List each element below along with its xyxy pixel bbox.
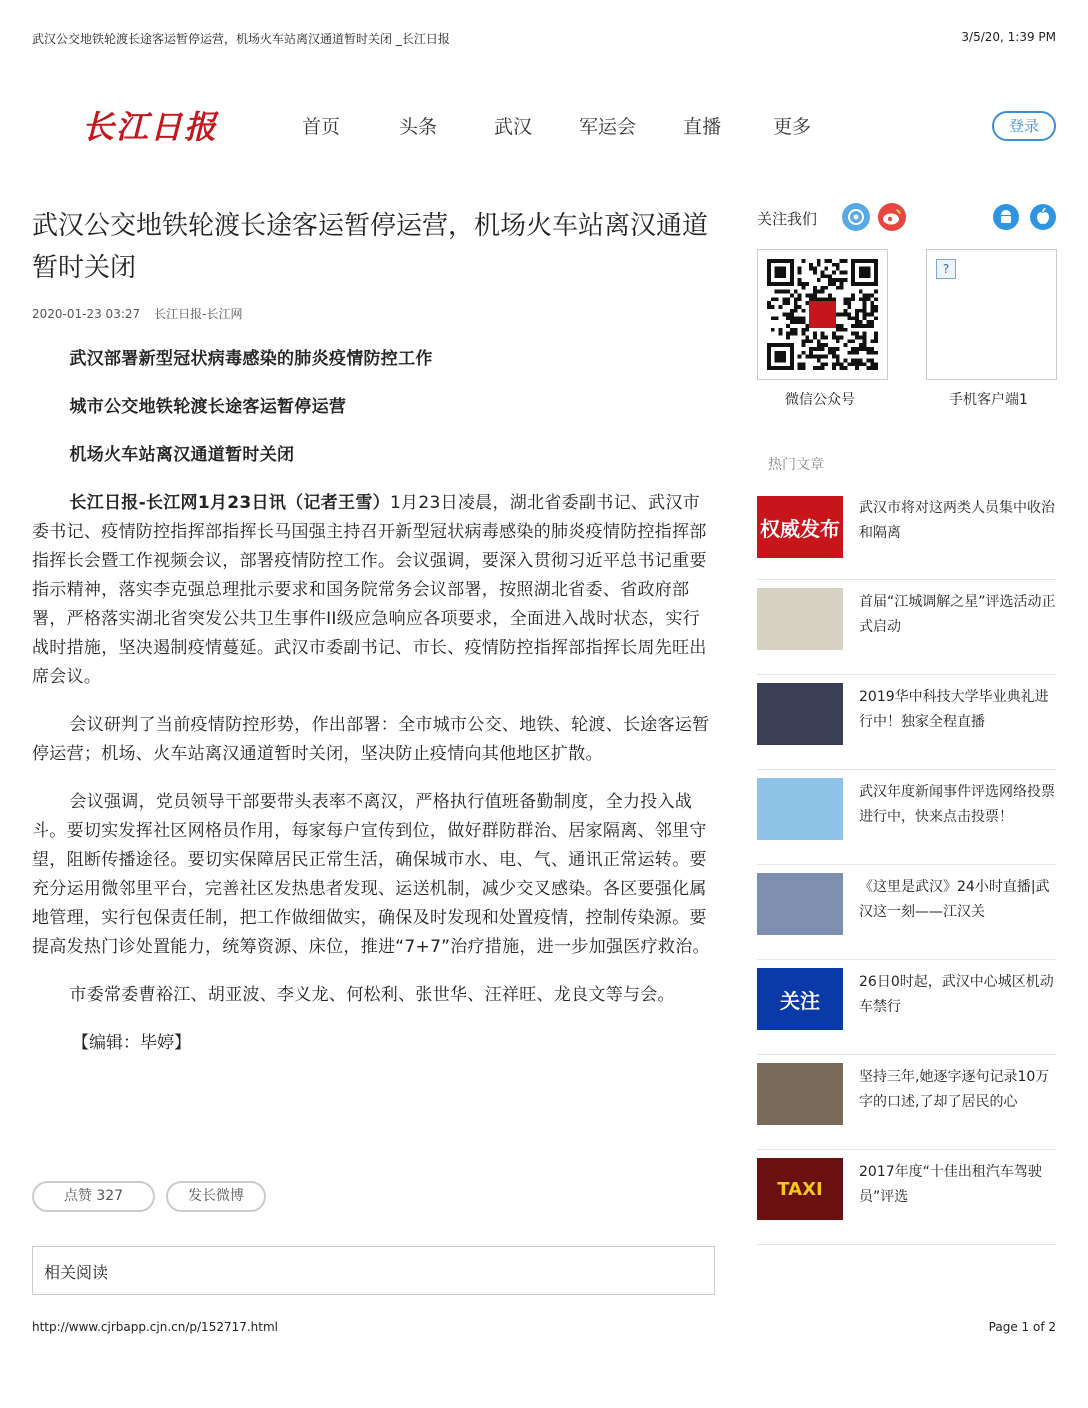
article bbox=[32, 205, 715, 1058]
print-footer-page: Page 1 of 2 bbox=[988, 1320, 1056, 1334]
article-paragraph: 市委常委曹裕江、胡亚波、李义龙、何松利、张世华、汪祥旺、龙良文等与会。 bbox=[69, 985, 675, 1005]
app-icon[interactable] bbox=[842, 203, 870, 231]
nav-item-military-games[interactable]: 军运会 bbox=[579, 116, 637, 138]
hot-article-title[interactable]: 首届“江城调解之星”评选活动正式启动 bbox=[859, 594, 1056, 635]
hot-article-thumbnail-text: 关注 bbox=[780, 988, 820, 1013]
weibo-icon[interactable] bbox=[878, 203, 906, 231]
lead-line: 武汉部署新型冠状病毒感染的肺炎疫情防控工作 bbox=[69, 349, 433, 369]
hot-article-item[interactable] bbox=[757, 865, 1056, 960]
print-header bbox=[32, 30, 1056, 48]
hot-article-thumbnail bbox=[757, 683, 843, 745]
hot-article-thumbnail bbox=[757, 968, 843, 1030]
sidebar bbox=[757, 203, 1056, 1245]
weibo-post-button[interactable]: 发长微博 bbox=[166, 1181, 266, 1212]
hot-article-thumbnail bbox=[757, 588, 843, 650]
site-logo[interactable]: 长江日报 bbox=[82, 108, 219, 146]
hot-article-thumbnail-text: 权威发布 bbox=[760, 516, 840, 541]
article-paragraph-text: 1月23日凌晨，湖北省委副书记、武汉市委书记、疫情防控指挥部指挥长马国强主持召开新型冠状病毒感染的肺炎疫情防控指挥部指挥长会暨工作视频会议，部署疫情防控工作。会议强调，要深入贯彻习近平总书记重要指示精神，落实李克强总理批示要求和国务院常务会议部署，按照湖北省委、省政府部署，严格落实湖北省突发公共卫生事件II级应急响应各项要求，全面进入战时状态，实行战时措施，坚决遏制疫情蔓延。武汉市委副书记、市长、疫情防控指挥部指挥长周先旺出席会议。 bbox=[32, 493, 707, 687]
hot-article-title[interactable]: 26日0时起，武汉中心城区机动车禁行 bbox=[859, 974, 1054, 1015]
article-editor: 【编辑：毕婷】 bbox=[72, 1033, 191, 1053]
nav-item-more[interactable]: 更多 bbox=[773, 116, 812, 138]
mobile-app-label: 手机客户端1 bbox=[949, 392, 1028, 408]
related-reading bbox=[32, 1246, 715, 1295]
hot-article-thumbnail-text: TAXI bbox=[777, 1178, 823, 1200]
print-footer-url: http://www.cjrbapp.cjn.cn/p/152717.html bbox=[32, 1320, 279, 1334]
lead-line: 机场火车站离汉通道暂时关闭 bbox=[69, 445, 295, 465]
article-paragraph bbox=[32, 489, 715, 692]
wechat-qr-code bbox=[757, 249, 888, 380]
android-icon[interactable] bbox=[993, 204, 1019, 230]
mobile-app-qr-code bbox=[926, 249, 1057, 380]
hot-article-item[interactable] bbox=[757, 1055, 1056, 1150]
article-paragraph: 会议强调，党员领导干部要带头表率不离汉，严格执行值班备勤制度，全力投入战斗。要切实发挥社区网格员作用，每家每户宣传到位，做好群防群治、居家隔离、邻里守望，阻断传播途径。要切实保障居民正常生活，确保城市水、电、气、通讯正常运转。要充分运用微邻里平台，完善社区发热患者发现、运送机制，减少交叉感染。各区要强化属地管理，实行包保责任制，把工作做细做实，确保及时发现和处置疫情，控制传染源。要提高发热门诊处置能力，统筹资源、床位，推进“7+7”治疗措施，进一步加强医疗救治。 bbox=[32, 792, 710, 957]
print-header-datetime: 3/5/20, 1:39 PM bbox=[961, 30, 1056, 44]
print-footer bbox=[32, 1320, 1056, 1336]
qr-code-image bbox=[767, 259, 878, 370]
login-button[interactable]: 登录 bbox=[992, 111, 1056, 141]
hot-article-item[interactable] bbox=[757, 960, 1056, 1055]
hot-article-thumbnail bbox=[757, 496, 843, 558]
article-actions bbox=[32, 1181, 266, 1212]
nav-item-wuhan[interactable]: 武汉 bbox=[494, 116, 533, 138]
hot-article-thumbnail bbox=[757, 873, 843, 935]
main-nav bbox=[302, 112, 811, 139]
nav-item-headlines[interactable]: 头条 bbox=[399, 116, 438, 138]
follow-us bbox=[757, 203, 1056, 233]
nav-item-live[interactable]: 直播 bbox=[683, 116, 722, 138]
hot-article-title[interactable]: 武汉年度新闻事件评选网络投票进行中，快来点击投票！ bbox=[859, 784, 1055, 825]
hot-articles-list bbox=[757, 496, 1056, 1245]
article-source: 长江日报-长江网 bbox=[154, 307, 243, 321]
hot-article-item[interactable] bbox=[757, 675, 1056, 770]
nav-item-home[interactable]: 首页 bbox=[302, 116, 341, 138]
article-title: 武汉公交地铁轮渡长途客运暂停运营，机场火车站离汉通道暂时关闭 bbox=[32, 211, 709, 283]
hot-article-thumbnail bbox=[757, 1158, 843, 1220]
hot-articles-title: 热门文章 bbox=[768, 457, 824, 473]
hot-article-title[interactable]: 2017年度“十佳出租汽车驾驶员”评选 bbox=[859, 1164, 1042, 1205]
article-paragraph: 会议研判了当前疫情防控形势，作出部署：全市城市公交、地铁、轮渡、长途客运暂停运营；机场、火车站离汉通道暂时关闭，坚决防止疫情向其他地区扩散。 bbox=[32, 715, 710, 764]
article-dateline: 长江日报-长江网1月23日讯（记者王雪） bbox=[69, 493, 390, 513]
hot-article-title[interactable]: 坚持三年,她逐字逐句记录10万字的口述,了却了居民的心 bbox=[859, 1069, 1050, 1110]
article-body bbox=[32, 345, 715, 1058]
related-reading-title: 相关阅读 bbox=[44, 1263, 109, 1282]
lead-line: 城市公交地铁轮渡长途客运暂停运营 bbox=[69, 397, 347, 417]
follow-us-label: 关注我们 bbox=[757, 210, 818, 228]
hot-article-thumbnail bbox=[757, 778, 843, 840]
broken-image-icon: ? bbox=[936, 259, 956, 279]
qr-codes bbox=[757, 249, 1056, 409]
hot-article-item[interactable] bbox=[757, 1150, 1056, 1245]
wechat-label: 微信公众号 bbox=[785, 392, 855, 408]
hot-article-thumbnail bbox=[757, 1063, 843, 1125]
hot-article-item[interactable] bbox=[757, 770, 1056, 865]
site-header bbox=[32, 100, 1056, 150]
like-button[interactable]: 点赞 327 bbox=[32, 1181, 155, 1212]
article-meta bbox=[32, 305, 715, 322]
print-header-title: 武汉公交地铁轮渡长途客运暂停运营，机场火车站离汉通道暂时关闭 _长江日报 bbox=[32, 32, 450, 46]
article-date: 2020-01-23 03:27 bbox=[32, 307, 141, 321]
hot-article-title[interactable]: 2019华中科技大学毕业典礼进行中！独家全程直播 bbox=[859, 689, 1049, 730]
hot-article-item[interactable] bbox=[757, 496, 1056, 580]
hot-article-title[interactable]: 《这里是武汉》24小时直播|武汉这一刻——江汉关 bbox=[859, 879, 1050, 920]
apple-icon[interactable] bbox=[1030, 204, 1056, 230]
hot-article-item[interactable] bbox=[757, 580, 1056, 675]
hot-article-title[interactable]: 武汉市将对这两类人员集中收治和隔离 bbox=[859, 500, 1055, 541]
